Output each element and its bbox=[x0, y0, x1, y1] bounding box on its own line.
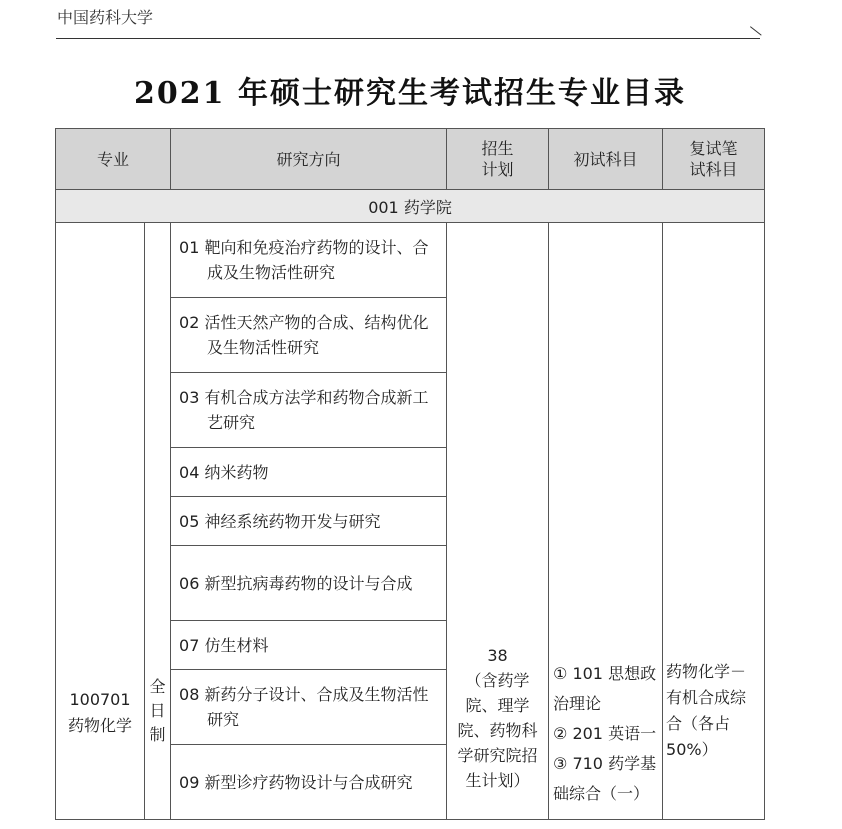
study-mode-char: 日 bbox=[149, 701, 166, 720]
retest-subjects-cell bbox=[663, 223, 765, 820]
exam-subject: ③ 710 药学基础综合（一） bbox=[553, 754, 657, 803]
major-code: 100701 bbox=[69, 690, 131, 709]
retest-subject: 药物化学－有机合成综合（各占50%） bbox=[666, 662, 747, 759]
direction-item: 06 新型抗病毒药物的设计与合成 bbox=[171, 546, 447, 621]
direction-item: 04 纳米药物 bbox=[171, 448, 447, 497]
department-row bbox=[56, 190, 765, 223]
university-name: 中国药科大学 bbox=[57, 8, 154, 27]
direction-item: 03 有机合成方法学和药物合成新工艺研究 bbox=[171, 373, 447, 448]
col-header-exam: 初试科目 bbox=[549, 129, 663, 190]
exam-subjects-cell bbox=[549, 223, 663, 820]
plan-cell bbox=[447, 223, 549, 820]
header-rule bbox=[56, 38, 760, 39]
col-header-plan: 招生 计划 bbox=[447, 129, 549, 190]
direction-item: 01 靶向和免疫治疗药物的设计、合成及生物活性研究 bbox=[171, 223, 447, 298]
direction-item: 07 仿生材料 bbox=[171, 621, 447, 670]
plan-count: 38 bbox=[487, 646, 508, 665]
study-mode-cell bbox=[145, 223, 171, 820]
study-mode-char: 制 bbox=[149, 725, 166, 744]
department-name: 001 药学院 bbox=[56, 190, 765, 223]
col-header-direction: 研究方向 bbox=[171, 129, 447, 190]
plan-note: （含药学院、理学院、药物科学研究院招生计划） bbox=[457, 671, 538, 790]
header-rule-tick bbox=[750, 26, 762, 35]
direction-item: 05 神经系统药物开发与研究 bbox=[171, 497, 447, 546]
direction-item: 02 活性天然产物的合成、结构优化及生物活性研究 bbox=[171, 298, 447, 373]
study-mode-char: 全 bbox=[149, 677, 166, 696]
exam-subject: ① 101 思想政治理论 bbox=[553, 664, 657, 713]
header-row bbox=[56, 129, 765, 190]
major-name: 药物化学 bbox=[67, 716, 132, 735]
direction-item: 08 新药分子设计、合成及生物活性研究 bbox=[171, 670, 447, 745]
page-title: 2021 年硕士研究生考试招生专业目录 bbox=[134, 76, 686, 111]
major-cell bbox=[56, 223, 145, 820]
col-header-retest: 复试笔 试科目 bbox=[663, 129, 765, 190]
direction-row bbox=[56, 223, 765, 298]
catalog-table bbox=[55, 128, 765, 820]
col-header-major: 专业 bbox=[56, 129, 171, 190]
exam-subject: ② 201 英语一 bbox=[553, 724, 657, 743]
direction-item: 09 新型诊疗药物设计与合成研究 bbox=[171, 745, 447, 820]
